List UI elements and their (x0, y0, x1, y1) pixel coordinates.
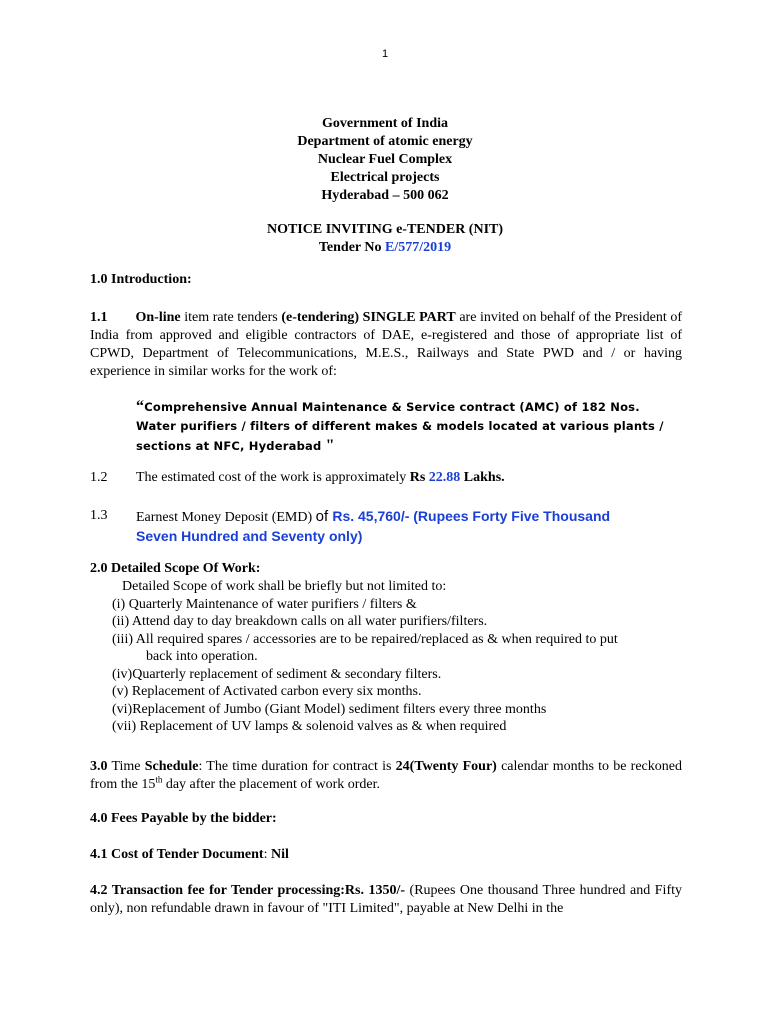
header-line-department: Department of atomic energy (297, 134, 473, 149)
cost-of-tender-label: 4.1 Cost of Tender Document (90, 847, 264, 862)
cost-of-tender-document (90, 847, 682, 863)
emd-label: Earnest Money Deposit (EMD) (136, 510, 316, 525)
tender-number: E/577/2019 (385, 240, 452, 255)
transaction-fee-text: (Rupees One thousand Three hundred and Fifty only), non refundable drawn in favour of "ITI Limited", payable at New Delhi in the (90, 883, 682, 916)
cost-of-tender-separator: : (263, 847, 271, 862)
section-3-number: 3.0 (90, 759, 108, 774)
section-1-2-text (136, 470, 682, 486)
scope-item: (vi)Replacement of Jumbo (Giant Model) sediment filters every three months (112, 701, 547, 717)
section-1-3-text (136, 507, 682, 547)
etendering-label: (e-tendering) SINGLE PART (281, 310, 456, 325)
section-1-1-number: 1.1 (90, 310, 108, 325)
scope-item: back into operation. (146, 649, 258, 664)
estimated-cost-text: The estimated cost of the work is approximately (136, 470, 410, 485)
schedule-duration: 24(Twenty Four) (395, 759, 497, 774)
section-1-1-text-a: item rate tenders (180, 310, 282, 325)
header-line-projects: Electrical projects (330, 170, 440, 185)
name-of-work-text: Comprehensive Annual Maintenance & Service contract (AMC) of 182 Nos. Water purifiers / filters of different makes & models located at various plants / sections at NFC, Hyderabad (136, 400, 664, 453)
nit-title: NOTICE INVITING e-TENDER (NIT) (266, 222, 504, 237)
estimated-cost-amount: 22.88 (428, 470, 461, 485)
section-schedule-paragraph (90, 758, 682, 794)
emd-amount-line1: Rs. 45,760/- (Rupees Forty Five Thousand (332, 508, 611, 524)
tender-number-line (0, 239, 770, 257)
emd-amount-line2: Seven Hundred and Seventy only) (136, 528, 363, 544)
section-scope-heading: 2.0 Detailed Scope Of Work: (90, 561, 261, 576)
section-1-2-number: 1.2 (90, 470, 108, 485)
scope-item: (vii) Replacement of UV lamps & solenoid valves as & when required (112, 719, 507, 734)
cost-of-tender-value: Nil (270, 847, 289, 862)
estimated-cost-unit: Lakhs. (460, 470, 505, 485)
section-fees-heading: 4.0 Fees Payable by the bidder: (90, 811, 277, 826)
schedule-text-b: : The time duration for contract is (198, 759, 396, 774)
section-1-1-text-b: are invited on behalf of the President of India from approved and eligible contractors of DAE, e-registered and those of appropriate list of CPWD, Department of Telecommunications, M.E.S., Railways and State PWD and / or having experience in similar works for the work of: (90, 310, 683, 379)
letterhead (0, 115, 770, 205)
header-line-government: Government of India (322, 116, 448, 131)
section-1-3-number: 1.3 (90, 508, 108, 523)
schedule-label: Schedule (144, 759, 199, 774)
estimated-cost-currency: Rs (409, 470, 429, 485)
nit-title-block (0, 221, 770, 257)
section-intro-heading: 1.0 Introduction: (90, 272, 192, 287)
emd-of: of (315, 508, 333, 525)
scope-intro: Detailed Scope of work shall be briefly but not limited to: (122, 579, 447, 594)
open-quote: “ (136, 398, 145, 415)
name-of-work (136, 397, 666, 456)
transaction-fee-paragraph (90, 882, 682, 918)
scope-list (90, 578, 690, 736)
scope-item: (ii) Attend day to day breakdown calls on all water purifiers/filters. (112, 614, 488, 629)
section-1-1-paragraph (90, 309, 682, 381)
online-label: On-line (135, 310, 181, 325)
scope-item: (v) Replacement of Activated carbon every six months. (112, 684, 422, 699)
schedule-text-a: Time (107, 759, 145, 774)
header-line-address: Hyderabad – 500 062 (321, 188, 449, 203)
header-line-complex: Nuclear Fuel Complex (317, 152, 453, 167)
transaction-fee-label: 4.2 Transaction fee for Tender processing:Rs. 1350/- (90, 883, 406, 898)
scope-item: (iii) All required spares / accessories are to be repaired/replaced as & when required to put (112, 631, 618, 647)
schedule-superscript: th (155, 774, 163, 785)
tender-number-prefix: Tender No (318, 240, 385, 255)
close-quote: " (325, 437, 335, 454)
schedule-text-c: calendar months to be reckoned from the 15 (90, 759, 682, 792)
scope-item: (i) Quarterly Maintenance of water purifiers / filters & (112, 596, 417, 612)
schedule-text-d: day after the placement of work order. (162, 777, 381, 792)
scope-item: (iv)Quarterly replacement of sediment & secondary filters. (112, 666, 442, 682)
page-number: 1 (381, 48, 389, 60)
